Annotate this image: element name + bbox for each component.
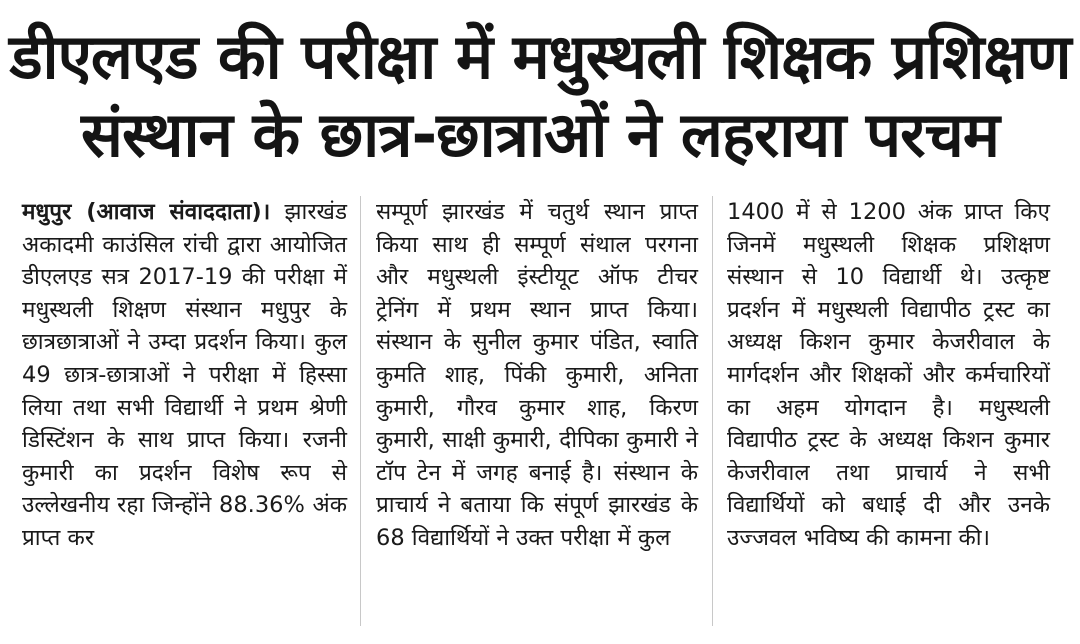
article-column-1 [22, 196, 347, 636]
article-column-3 [727, 196, 1050, 636]
column-divider [360, 196, 361, 626]
column-3-text: 1400 में से 1200 अंक प्राप्त किए जिनमें मधुस्थली शिक्षक प्रशिक्षण संस्थान से 10 विद्यार्थी थे। उत्कृष्ट प्रदर्शन में मधुस्थली विद्यापीठ ट्रस्ट का अध्यक्ष किशन कुमार केजरीवाल के मार्गदर्शन और शिक्षकों और कर्मचारियों का अहम योगदान है। मधुस्थली विद्यापीठ ट्रस्ट के अध्यक्ष किशन कुमार केजरीवाल तथा प्राचार्य ने सभी विद्यार्थियों को बधाई दी और उनके उज्जवल भविष्य की कामना की। [727, 199, 1050, 551]
column-divider [712, 196, 713, 626]
article-column-2 [376, 196, 698, 636]
headline-line-1: डीएलएड की परीक्षा में मधुस्थली शिक्षक प्रशिक्षण [9, 20, 1071, 93]
dateline: मधुपुर (आवाज संवाददाता)। [22, 199, 271, 225]
column-1-text: झारखंड अकादमी काउंसिल रांची द्वारा आयोजित डीएलएड सत्र 2017-19 की परीक्षा में मधुस्थली शिक्षण संस्थान मधुपुर के छात्रछात्राओं ने उम्दा प्रदर्शन किया। कुल 49 छात्र-छात्राओं ने परीक्षा में हिस्सा लिया तथा सभी विद्यार्थी ने प्रथम श्रेणी डिस्टिंशन के साथ प्राप्त किया। रजनी कुमारी का प्रदर्शन विशेष रूप से उल्लेखनीय रहा जिन्होंने 88.36% अंक प्राप्त कर [22, 199, 347, 551]
column-2-text: सम्पूर्ण झारखंड में चतुर्थ स्थान प्राप्त किया साथ ही सम्पूर्ण संथाल परगना और मधुस्थली इंस्टीयूट ऑफ टीचर ट्रेनिंग में प्रथम स्थान प्राप्त किया। संस्थान के सुनील कुमार पंडित, स्वाति कुमति शाह, पिंकी कुमारी, अनिता कुमारी, गौरव कुमार शाह, किरण कुमारी, साक्षी कुमारी, दीपिका कुमारी ने टॉप टेन में जगह बनाई है। संस्थान के प्राचार्य ने बताया कि संपूर्ण झारखंड के 68 विद्यार्थियों ने उक्त परीक्षा में कुल [376, 199, 698, 551]
headline [0, 18, 1080, 174]
headline-line-2: संस्थान के छात्र-छात्राओं ने लहराया परचम [81, 98, 999, 171]
